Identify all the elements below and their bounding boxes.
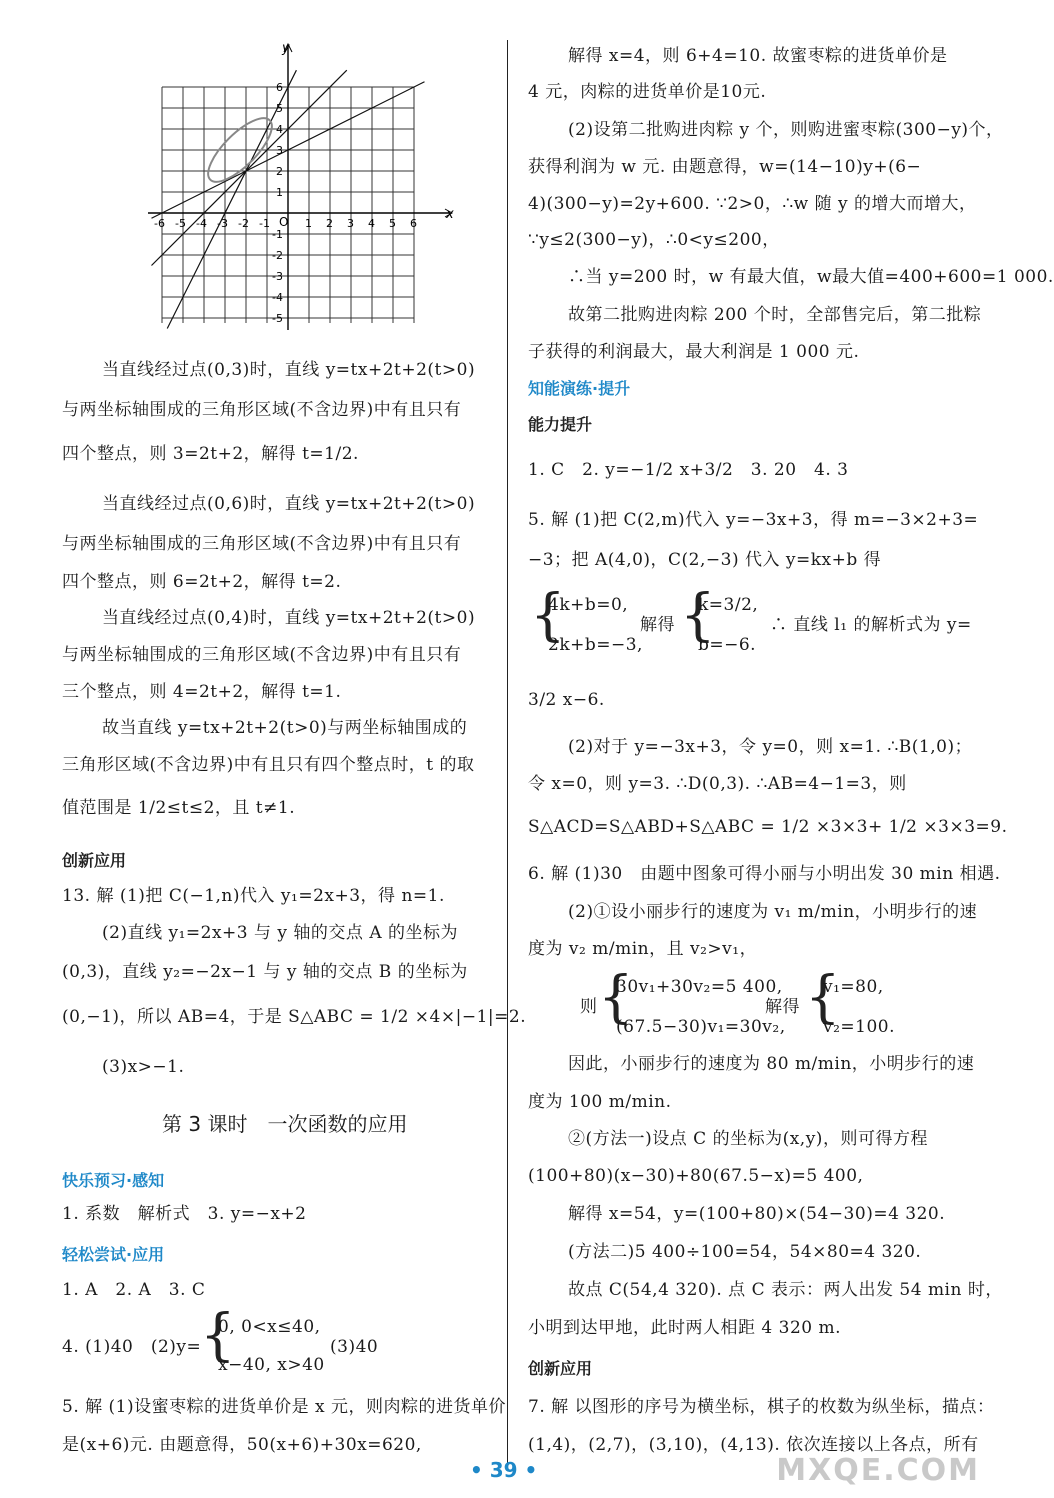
- right-text: 小明到达甲地，此时两人相距 4 320 m.: [528, 1318, 841, 1338]
- right-text: ②(方法一)设点 C 的坐标为(x,y)，则可得方程: [568, 1129, 928, 1149]
- x-tick-label: -6: [154, 217, 165, 230]
- left-text: 故当直线 y=tx+2t+2(t>0)与两坐标轴围成的: [102, 718, 468, 738]
- brace: {: [530, 583, 566, 648]
- right-text: (2)①设小丽步行的速度为 v₁ m/min，小明步行的速: [568, 902, 978, 922]
- left-text: 与两坐标轴围成的三角形区域(不含边界)中有且只有: [62, 534, 462, 554]
- lesson-title: 第 3 课时 一次函数的应用: [162, 1112, 408, 1136]
- coordinate-graph: [140, 40, 470, 330]
- x-tick-label: 3: [347, 217, 354, 230]
- right-text: ∴ 直线 l₁ 的解析式为 y=: [770, 615, 972, 635]
- right-text: 故第二批购进肉粽 200 个时，全部售完后，第二批粽: [568, 305, 982, 325]
- right-text: 度为 100 m/min.: [528, 1092, 672, 1112]
- right-text: −3；把 A(4,0)，C(2,−3) 代入 y=kx+b 得: [528, 550, 882, 570]
- brace: {: [680, 583, 716, 648]
- right-text: 4k+b=0,: [548, 595, 629, 615]
- right-text: (2)设第二批购进肉粽 y 个，则购进蜜枣粽(300−y)个，: [568, 120, 1004, 140]
- right-text: (67.5−30)v₁=30v₂,: [616, 1017, 786, 1037]
- left-text: (2)直线 y₁=2x+3 与 y 轴的交点 A 的坐标为: [102, 923, 459, 943]
- left-text: x−40, x>40: [218, 1355, 325, 1375]
- x-tick-label: 1: [305, 217, 312, 230]
- x-tick-label: -3: [217, 217, 228, 230]
- left-text: 三角形区域(不含边界)中有且只有四个整点时，t 的取: [62, 755, 475, 775]
- right-text: 3/2 x−6.: [528, 690, 605, 710]
- brace: {: [805, 965, 841, 1030]
- y-tick-label: 6: [276, 81, 283, 94]
- function-line: [152, 70, 347, 265]
- right-text: (1,4)，(2,7)，(3,10)，(4,13). 依次连接以上各点，所有: [528, 1435, 979, 1455]
- y-tick-label: 1: [276, 186, 283, 199]
- section-heading: 快乐预习·感知: [62, 1171, 165, 1190]
- right-text: 因此，小丽步行的速度为 80 m/min，小明步行的速: [568, 1054, 975, 1074]
- x-tick-label: -5: [175, 217, 186, 230]
- section-heading: 创新应用: [528, 1359, 593, 1378]
- right-text: 故点 C(54,4 320). 点 C 表示：两人出发 54 min 时，: [568, 1280, 1003, 1300]
- left-text: 0, 0<x≤40,: [218, 1317, 321, 1337]
- brace: {: [598, 965, 634, 1030]
- right-text: (100+80)(x−30)+80(67.5−x)=5 400,: [528, 1166, 864, 1186]
- right-text: 6. 解 (1)30 由题中图象可得小丽与小明出发 30 min 相遇.: [528, 864, 1001, 884]
- right-text: 4)(300−y)=2y+600. ∵2>0，∴w 随 y 的增大而增大，: [528, 194, 977, 214]
- left-text: 与两坐标轴围成的三角形区域(不含边界)中有且只有: [62, 645, 462, 665]
- right-text: v₂=100.: [823, 1017, 896, 1037]
- page-number: • 39 •: [470, 1458, 538, 1482]
- right-text: 度为 v₂ m/min，且 v₂>v₁，: [528, 939, 758, 959]
- x-tick-label: -1: [259, 217, 270, 230]
- left-text: 当直线经过点(0,3)时，直线 y=tx+2t+2(t>0): [102, 360, 476, 380]
- left-text: 当直线经过点(0,4)时，直线 y=tx+2t+2(t>0): [102, 608, 476, 628]
- right-text: 解得 x=4，则 6+4=10. 故蜜枣粽的进货单价是: [568, 46, 948, 66]
- y-axis-label: y: [282, 41, 290, 56]
- right-text: 子获得的利润最大，最大利润是 1 000 元.: [528, 342, 860, 362]
- left-text: 是(x+6)元. 由题意得，50(x+6)+30x=620,: [62, 1435, 422, 1455]
- right-text: 解得 x=54，y=(100+80)×(54−30)=4 320.: [568, 1204, 946, 1224]
- right-text: ∵y≤2(300−y)，∴0<y≤200，: [528, 230, 780, 250]
- section-heading: 轻松尝试·应用: [62, 1245, 165, 1264]
- x-tick-label: -4: [196, 217, 207, 230]
- y-tick-label: -2: [272, 249, 283, 262]
- right-text: S△ACD=S△ABD+S△ABC = 1/2 ×3×3+ 1/2 ×3×3=9.: [528, 817, 1008, 837]
- left-text: 1. 系数 解析式 3. y=−x+2: [62, 1204, 307, 1224]
- section-heading: 能力提升: [528, 415, 593, 434]
- right-text: 7. 解 以图形的序号为横坐标，棋子的枚数为纵坐标，描点：: [528, 1397, 995, 1417]
- right-text: ∴当 y=200 时，w 有最大值，w最大值=400+600=1 000.: [568, 267, 1054, 287]
- right-text: 30v₁+30v₂=5 400,: [616, 977, 783, 997]
- left-text: 13. 解 (1)把 C(−1,n)代入 y₁=2x+3，得 n=1.: [62, 886, 445, 906]
- left-text: (0,3)，直线 y₂=−2x−1 与 y 轴的交点 B 的坐标为: [62, 962, 468, 982]
- left-text: 1. A 2. A 3. C: [62, 1280, 206, 1300]
- left-text: 四个整点，则 6=2t+2，解得 t=2.: [62, 572, 342, 592]
- left-text: 四个整点，则 3=2t+2，解得 t=1/2.: [62, 444, 359, 464]
- brace: {: [200, 1303, 236, 1368]
- right-text: 获得利润为 w 元. 由题意得，w=(14−10)y+(6−: [528, 157, 922, 177]
- left-text: (0,−1)，所以 AB=4，于是 S△ABC = 1/2 ×4×|−1|=2.: [62, 1007, 527, 1027]
- left-text: 5. 解 (1)设蜜枣粽的进货单价是 x 元，则肉粽的进货单价: [62, 1397, 507, 1417]
- right-text: 解得: [640, 615, 675, 635]
- section-heading: 创新应用: [62, 851, 127, 870]
- y-tick-label: -5: [272, 312, 283, 325]
- right-text: (方法二)5 400÷100=54，54×80=4 320.: [568, 1242, 922, 1262]
- right-text: 4 元，肉粽的进货单价是10元.: [528, 82, 767, 102]
- watermark: MXQE.COM: [776, 1453, 980, 1488]
- right-text: 2k+b=−3,: [548, 635, 643, 655]
- left-text: (3)x>−1.: [102, 1057, 185, 1077]
- x-tick-label: 4: [368, 217, 375, 230]
- right-text: v₁=80,: [823, 977, 884, 997]
- left-text: 当直线经过点(0,6)时，直线 y=tx+2t+2(t>0): [102, 494, 476, 514]
- left-text: 值范围是 1/2≤t≤2，且 t≠1.: [62, 798, 296, 818]
- y-tick-label: 2: [276, 165, 283, 178]
- x-tick-label: 5: [389, 217, 396, 230]
- left-text: (3)40: [330, 1337, 379, 1357]
- right-text: 5. 解 (1)把 C(2,m)代入 y=−3x+3，得 m=−3×2+3=: [528, 510, 979, 530]
- x-axis-label: x: [446, 207, 454, 222]
- y-tick-label: -3: [272, 270, 283, 283]
- x-tick-label: -2: [238, 217, 249, 230]
- right-text: k=3/2,: [698, 595, 759, 615]
- right-text: (2)对于 y=−3x+3，令 y=0，则 x=1. ∴B(1,0)；: [568, 737, 973, 757]
- y-tick-label: 5: [276, 102, 283, 115]
- left-text: 4. (1)40 (2)y=: [62, 1337, 202, 1357]
- right-text: 则: [580, 997, 598, 1017]
- right-text: 解得: [765, 997, 800, 1017]
- x-tick-label: 6: [410, 217, 417, 230]
- y-tick-label: -4: [272, 291, 283, 304]
- y-tick-label: -1: [272, 228, 283, 241]
- column-divider: [507, 40, 508, 1470]
- left-text: 与两坐标轴围成的三角形区域(不含边界)中有且只有: [62, 400, 462, 420]
- y-tick-label: 3: [276, 144, 283, 157]
- origin-label: O: [279, 215, 289, 229]
- right-text: 1. C 2. y=−1/2 x+3/2 3. 20 4. 3: [528, 460, 849, 480]
- x-tick-label: 2: [326, 217, 333, 230]
- section-heading: 知能演练·提升: [528, 379, 631, 398]
- y-tick-label: 4: [276, 123, 283, 136]
- right-text: 令 x=0，则 y=3. ∴D(0,3). ∴AB=4−1=3，则: [528, 774, 907, 794]
- left-text: 三个整点，则 4=2t+2，解得 t=1.: [62, 682, 342, 702]
- right-text: b=−6.: [698, 635, 757, 655]
